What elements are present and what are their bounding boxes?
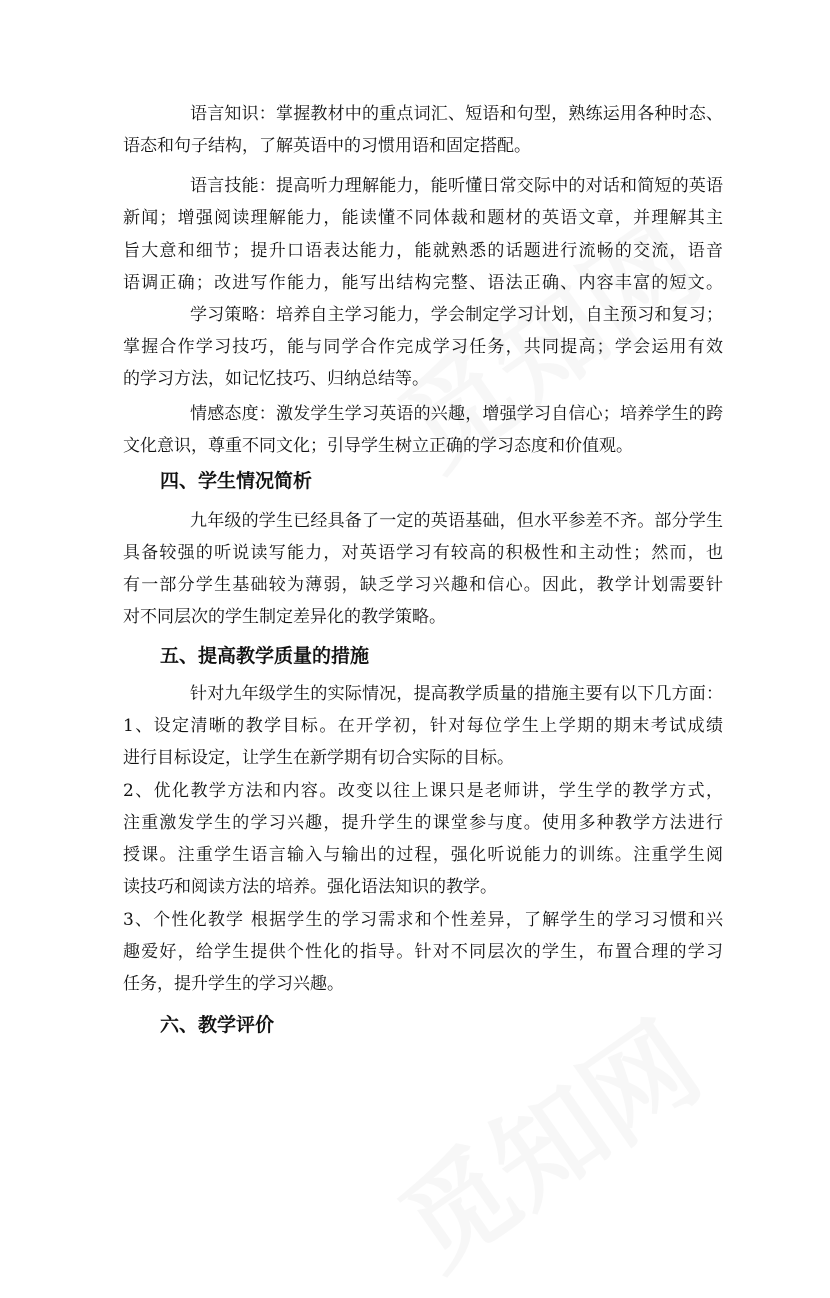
language-knowledge-line-2: 语态和句子结构，了解英语中的习惯用语和固定搭配。 [123,136,531,156]
measure-2-line-3: 授课。注重学生语言输入与输出的过程，强化听说能力的训练。注重学生阅 [123,845,723,865]
measure-2-line-2: 注重激发学生的学习兴趣，提升学生的课堂参与度。使用多种教学方法进行 [123,813,723,833]
measure-3-line-3: 任务，提升学生的学习兴趣。 [123,974,344,994]
section-4-line-4: 对不同层次的学生制定差异化的教学策略。 [123,607,446,627]
watermark-text-bottom [365,980,726,1298]
emotional-attitude-line-2: 文化意识，尊重不同文化；引导学生树立正确的学习态度和价值观。 [123,436,633,456]
section-4-line-3: 有一部分学生基础较为薄弱，缺乏学习兴趣和信心。因此，教学计划需要针 [123,575,723,595]
section-6-heading: 六、教学评价 [160,1014,275,1036]
measure-2-line-1: 2、优化教学方法和内容。改变以往上课只是老师讲，学生学的教学方式， [123,781,723,801]
section-4-line-2: 具备较强的听说读写能力，对英语学习有较高的积极性和主动性；然而，也 [123,543,723,563]
section-5-intro: 针对九年级学生的实际情况，提高教学质量的措施主要有以下几方面： [190,684,723,704]
measure-3-line-2: 趣爱好，给学生提供个性化的指导。针对不同层次的学生，布置合理的学习 [123,942,723,962]
learning-strategies-line-3: 的学习方法，如记忆技巧、归纳总结等。 [123,369,429,389]
measure-1-line-1: 1、设定清晰的教学目标。在开学初，针对每位学生上学期的期末考试成绩 [123,716,723,736]
learning-strategies-line-2: 掌握合作学习技巧，能与同学合作完成学习任务，共同提高；学会运用有效 [123,337,723,357]
measure-1-line-2: 进行目标设定，让学生在新学期有切合实际的目标。 [123,748,514,768]
language-skills-line-1: 语言技能：提高听力理解能力，能听懂日常交际中的对话和简短的英语 [190,176,723,196]
measure-2-line-4: 读技巧和阅读方法的培养。强化语法知识的教学。 [123,877,497,897]
emotional-attitude-line-1: 情感态度：激发学生学习英语的兴趣，增强学习自信心；培养学生的跨 [190,404,723,424]
section-5-heading: 五、提高教学质量的措施 [160,645,370,667]
section-4-line-1: 九年级的学生已经具备了一定的英语基础，但水平参差不齐。部分学生 [190,511,723,531]
learning-strategies-line-1: 学习策略：培养自主学习能力，学会制定学习计划，自主预习和复习； [190,305,723,325]
language-knowledge-line-1: 语言知识：掌握教材中的重点词汇、短语和句型，熟练运用各种时态、 [190,104,723,124]
language-skills-line-2: 新闻；增强阅读理解能力，能读懂不同体裁和题材的英语文章，并理解其主 [123,208,723,228]
section-4-heading: 四、学生情况简析 [160,470,313,492]
language-skills-line-4: 语调正确；改进写作能力，能写出结构完整、语法正确、内容丰富的短文。 [123,273,723,293]
language-skills-line-3: 旨大意和细节；提升口语表达能力，能就熟悉的话题进行流畅的交流，语音 [123,241,723,261]
measure-3-line-1: 3、个性化教学 根据学生的学习需求和个性差异，了解学生的学习习惯和兴 [123,910,723,930]
